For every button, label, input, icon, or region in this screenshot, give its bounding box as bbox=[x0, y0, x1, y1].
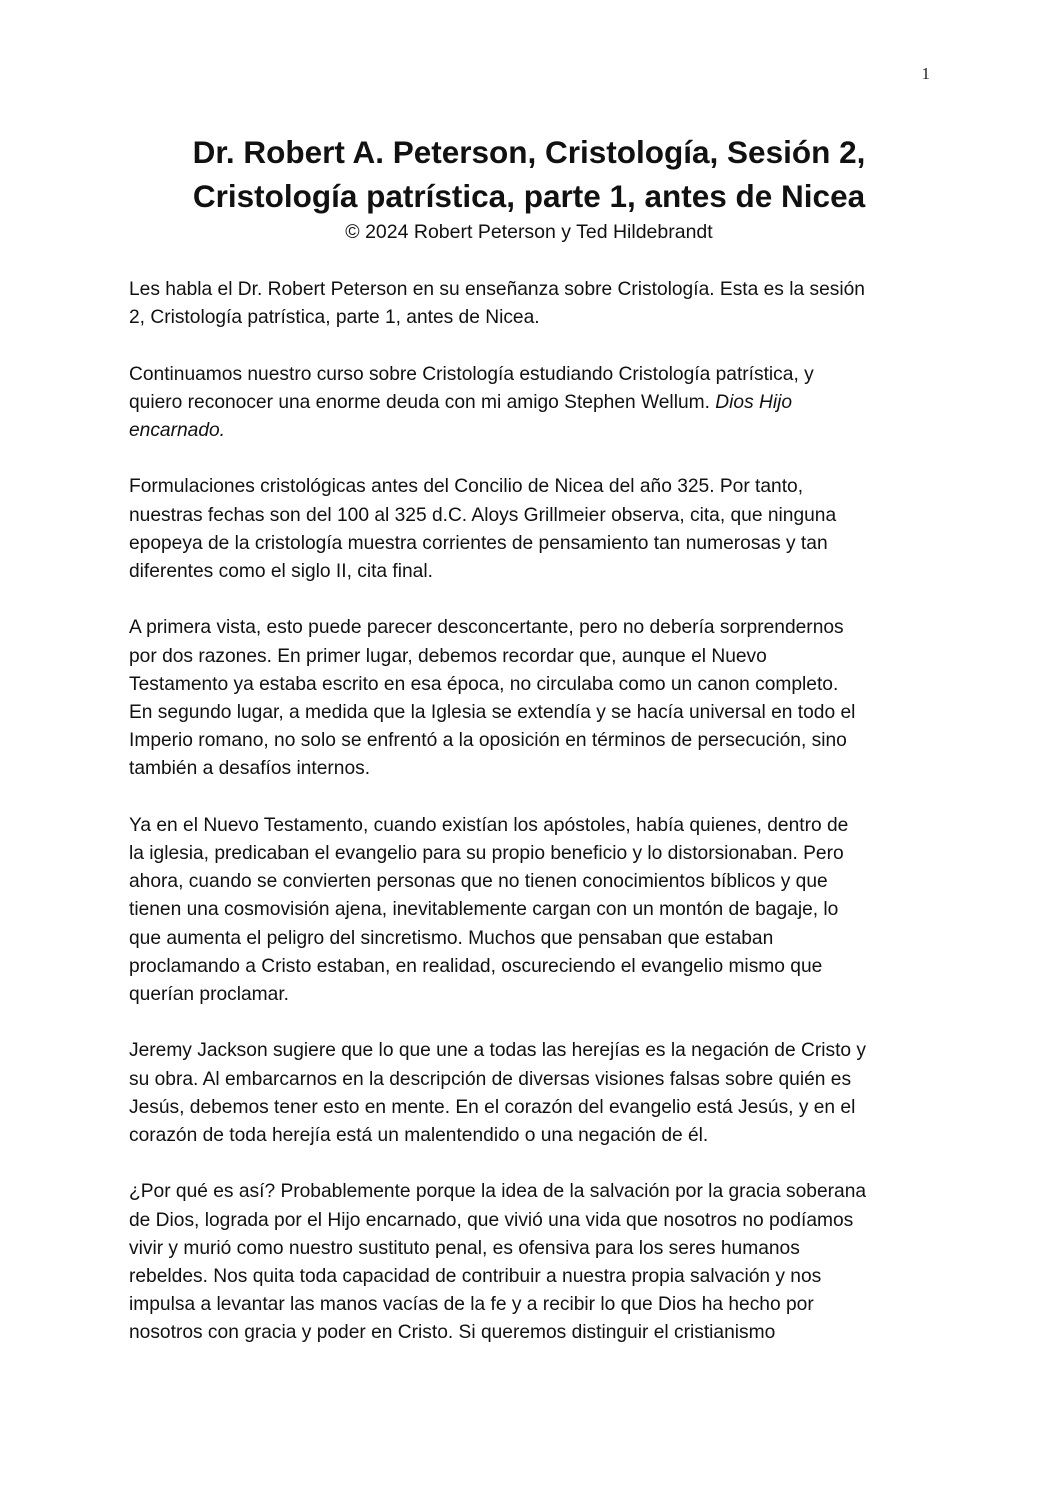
text-line: Testamento ya estaba escrito en esa época, no circulaba como un canon completo. bbox=[129, 673, 839, 695]
text-line: querían proclamar. bbox=[129, 984, 289, 1006]
text-line: tienen una cosmovisión ajena, inevitablemente cargan con un montón de bagaje, lo bbox=[129, 899, 839, 921]
page-number: 1 bbox=[921, 64, 930, 83]
document-title-line-1: Dr. Robert A. Peterson, Cristología, Sesión 2, bbox=[192, 134, 866, 170]
text-line: Formulaciones cristológicas antes del Concilio de Nicea del año 325. Por tanto, bbox=[129, 476, 804, 498]
text-line: también a desafíos internos. bbox=[129, 758, 371, 780]
document-header bbox=[100, 130, 958, 246]
text-line: proclamando a Cristo estaban, en realidad, oscureciendo el evangelio mismo que bbox=[129, 955, 823, 977]
text-line: Jesús, debemos tener esto en mente. En el corazón del evangelio está Jesús, y en el bbox=[129, 1096, 856, 1118]
book-title-italic: encarnado. bbox=[129, 420, 226, 441]
text-line: diferentes como el siglo II, cita final. bbox=[129, 561, 433, 582]
text-line: rebeldes. Nos quita toda capacidad de contribuir a nuestra propia salvación y nos bbox=[129, 1266, 822, 1288]
text-line bbox=[129, 389, 927, 417]
text-line: vivir y murió como nuestro sustituto penal, es ofensiva para los seres humanos bbox=[129, 1237, 800, 1259]
text-line: Imperio romano, no solo se enfrentó a la oposición en términos de persecución, sino bbox=[129, 730, 847, 752]
text-line: Ya en el Nuevo Testamento, cuando existían los apóstoles, había quienes, dentro de bbox=[129, 814, 849, 836]
text-line: Jeremy Jackson sugiere que lo que une a todas las herejías es la negación de Cristo y bbox=[129, 1040, 867, 1062]
paragraph-2 bbox=[129, 361, 927, 446]
text-line: En segundo lugar, a medida que la Iglesia se extendía y se hacía universal en todo el bbox=[129, 702, 856, 723]
text-line: nosotros con gracia y poder en Cristo. Si queremos distinguir el cristianismo bbox=[129, 1322, 776, 1344]
paragraph-7 bbox=[129, 1178, 927, 1347]
paragraph-5 bbox=[129, 812, 927, 1009]
paragraph-6 bbox=[129, 1037, 927, 1150]
text-fragment: quiero reconocer una enorme deuda con mi amigo Stephen Wellum. bbox=[129, 391, 716, 413]
text-line: impulsa a levantar las manos vacías de la fe y a recibir lo que Dios ha hecho por bbox=[129, 1294, 814, 1316]
paragraph-1 bbox=[129, 276, 927, 332]
text-line: epopeya de la cristología muestra corrientes de pensamiento tan numerosas y tan bbox=[129, 532, 828, 554]
text-line: la iglesia, predicaban el evangelio para su propio beneficio y lo distorsionaban. Pero bbox=[129, 843, 844, 864]
text-line bbox=[129, 417, 927, 445]
text-line: ahora, cuando se convierten personas que no tienen conocimientos bíblicos y que bbox=[129, 871, 828, 893]
text-line: por dos razones. En primer lugar, debemos recordar que, aunque el Nuevo bbox=[129, 645, 767, 667]
text-line: Les habla el Dr. Robert Peterson en su enseñanza sobre Cristología. Esta es la sesión bbox=[129, 279, 865, 300]
text-line: que aumenta el peligro del sincretismo. Muchos que pensaban que estaban bbox=[129, 927, 774, 949]
book-title-italic: Dios Hijo bbox=[715, 391, 793, 413]
text-line: A primera vista, esto puede parecer desconcertante, pero no debería sorprendernos bbox=[129, 617, 844, 639]
text-line: nuestras fechas son del 100 al 325 d.C. Aloys Grillmeier observa, cita, que ninguna bbox=[129, 504, 837, 526]
paragraph-4 bbox=[129, 614, 927, 783]
text-line: de Dios, lograda por el Hijo encarnado, que vivió una vida que nosotros no podíamos bbox=[129, 1209, 854, 1231]
document-title-line-2: Cristología patrística, parte 1, antes de Nicea bbox=[192, 178, 866, 214]
text-line: 2, Cristología patrística, parte 1, antes de Nicea. bbox=[129, 307, 540, 329]
copyright-notice: © 2024 Robert Peterson y Ted Hildebrandt bbox=[345, 221, 713, 243]
text-line: ¿Por qué es así? Probablemente porque la idea de la salvación por la gracia soberana bbox=[129, 1181, 867, 1203]
text-line: su obra. Al embarcarnos en la descripción de diversas visiones falsas sobre quién es bbox=[129, 1068, 852, 1090]
text-line: corazón de toda herejía está un malentendido o una negación de él. bbox=[129, 1125, 709, 1147]
text-line: Continuamos nuestro curso sobre Cristología estudiando Cristología patrística, y bbox=[129, 363, 814, 385]
paragraph-3 bbox=[129, 473, 927, 586]
document-body bbox=[129, 276, 927, 1376]
